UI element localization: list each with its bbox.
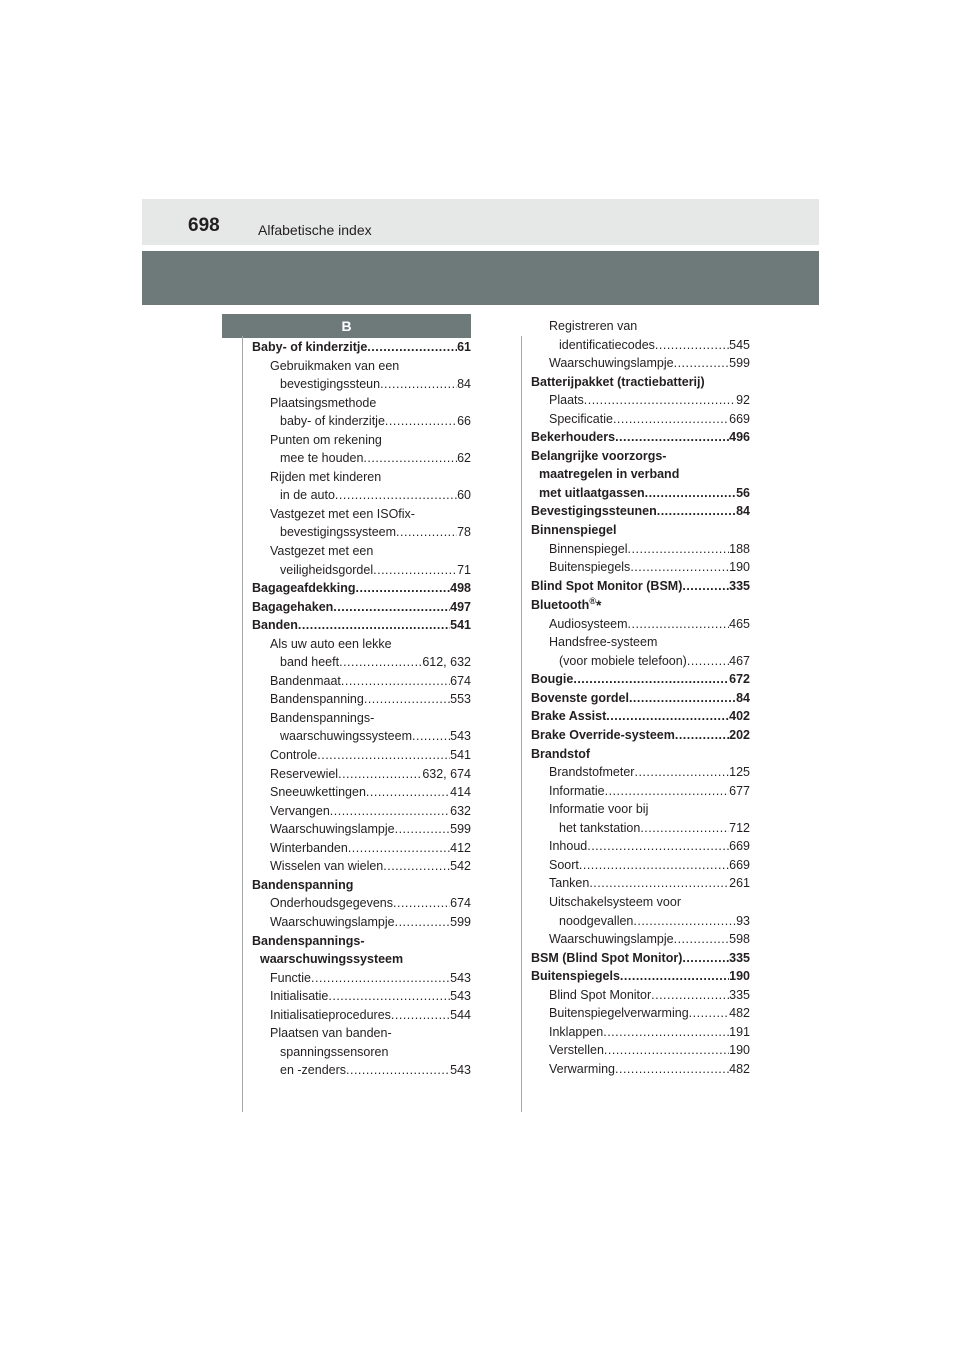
title-band: [142, 251, 819, 305]
page-number: 698: [188, 215, 220, 236]
index-entry: [252, 449, 471, 468]
index-entry-label: Sneeuwkettingen: [270, 785, 366, 800]
dot-leader: [366, 783, 450, 802]
dot-leader: [341, 672, 450, 691]
index-entry-label: Waarschuwingslampje: [270, 914, 395, 929]
dot-leader: [373, 561, 457, 580]
index-entry: [531, 595, 750, 615]
dot-leader: [674, 354, 730, 373]
dot-leader: [587, 837, 729, 856]
index-entry-page: 632: [450, 803, 471, 818]
dot-leader: [651, 986, 729, 1005]
index-entry: [252, 653, 471, 672]
index-entry: [531, 521, 750, 540]
index-entry: [252, 894, 471, 913]
column-divider-right: [521, 336, 522, 1112]
index-entry: [252, 690, 471, 709]
dot-leader: [603, 1023, 729, 1042]
index-entry-label: Functie: [270, 970, 311, 985]
index-entry-page: 61: [457, 340, 471, 354]
index-entry-label: Brandstofmeter: [549, 765, 635, 780]
dot-leader: [674, 930, 730, 949]
index-entry: [531, 484, 750, 503]
index-entry: [252, 542, 471, 561]
index-entry-page: 612, 632: [422, 655, 471, 670]
index-column-left: [252, 338, 471, 1080]
index-entry: [252, 598, 471, 617]
index-entry: [531, 986, 750, 1005]
index-entry-page: 677: [729, 783, 750, 798]
index-entry-page: 669: [729, 857, 750, 872]
index-entry-page: 497: [450, 599, 471, 614]
index-entry-label: Waarschuwingslampje: [549, 932, 674, 947]
index-entry-page: 543: [450, 729, 471, 744]
dot-leader: [628, 615, 730, 634]
index-entry-page: 712: [729, 820, 750, 835]
index-entry-page: 261: [729, 876, 750, 891]
index-entry-label: band heeft: [280, 655, 340, 670]
index-entry-page: 465: [729, 616, 750, 631]
dot-leader: [396, 523, 457, 542]
index-entry-label: Belangrijke voorzorgs-: [531, 448, 667, 463]
dot-leader: [346, 1061, 450, 1080]
index-entry: [252, 468, 471, 487]
index-entry-label: Specificatie: [549, 411, 613, 426]
index-entry-label: en -zenders: [280, 1063, 347, 1078]
index-entry: [252, 357, 471, 376]
index-entry-label: Vastgezet met een ISOfix-: [270, 506, 415, 521]
dot-leader: [628, 540, 730, 559]
dot-leader: [613, 410, 729, 429]
index-entry-page: 543: [450, 1063, 471, 1078]
index-entry-page: 84: [736, 690, 750, 705]
index-entry-label: Audiosysteem: [549, 616, 628, 631]
index-entry: [531, 893, 750, 912]
registered-mark: ®: [589, 596, 596, 607]
index-entry-page: 56: [736, 485, 750, 500]
index-entry-label: BSM (Blind Spot Monitor): [531, 950, 683, 965]
dot-leader: [385, 412, 457, 431]
index-entry-page: 498: [450, 581, 471, 596]
index-entry: [252, 876, 471, 895]
dot-leader: [573, 670, 729, 689]
index-entry-page: 543: [450, 989, 471, 1004]
dot-leader: [298, 616, 450, 635]
index-entry-label: (voor mobiele telefoon): [559, 653, 687, 668]
index-entry-label: Inklappen: [549, 1024, 604, 1039]
index-entry-page: 632, 674: [422, 766, 471, 781]
index-entry-page: 190: [729, 969, 750, 984]
index-entry-label: Informatie voor bij: [549, 802, 649, 817]
index-entry: [252, 1006, 471, 1025]
index-entry-page: 482: [729, 1061, 750, 1076]
index-entry-label: Blind Spot Monitor (BSM): [531, 578, 683, 593]
index-entry-label: bevestigingssteun: [280, 377, 381, 392]
index-entry-label: Bandenspanning: [252, 877, 354, 892]
index-entry-page: 669: [729, 411, 750, 426]
dot-leader: [339, 653, 422, 672]
index-entry: [531, 1004, 750, 1023]
index-entry-label: Bagageafdekking: [252, 581, 356, 596]
index-entry-page: 125: [729, 765, 750, 780]
index-entry: [531, 1041, 750, 1060]
index-entry-label: Blind Spot Monitor: [549, 987, 652, 1002]
index-entry: [252, 765, 471, 784]
dot-leader: [604, 1041, 729, 1060]
index-entry: [531, 652, 750, 671]
index-entry-label: Waarschuwingslampje: [270, 822, 395, 837]
index-entry-label: baby- of kinderzitje: [280, 414, 385, 429]
index-entry-label: Bandenmaat: [270, 673, 341, 688]
index-entry-page: 93: [736, 913, 750, 928]
index-entry-label: Uitschakelsysteem voor: [549, 894, 681, 909]
index-entry-label: Als uw auto een lekke: [270, 636, 392, 651]
index-entry: [252, 616, 471, 635]
index-entry-page: 402: [729, 709, 750, 724]
index-entry: [252, 375, 471, 394]
index-entry-label: Binnenspiegel: [549, 541, 628, 556]
index-entry: [252, 932, 471, 951]
dot-leader: [328, 987, 450, 1006]
dot-leader: [634, 763, 729, 782]
index-entry: [531, 317, 750, 336]
index-entry-label: waarschuwingssysteem: [280, 729, 412, 744]
dot-leader: [333, 598, 450, 617]
index-entry: [531, 837, 750, 856]
index-entry-label: maatregelen in verband: [539, 467, 680, 482]
index-entry: [531, 540, 750, 559]
index-entry-label: Rijden met kinderen: [270, 469, 382, 484]
index-entry-page: 84: [457, 377, 471, 392]
index-entry-label: Onderhoudsgegevens: [270, 896, 394, 911]
index-entry-page: 669: [729, 839, 750, 854]
index-entry: [252, 802, 471, 821]
dot-leader: [335, 486, 457, 505]
index-entry-page: 542: [450, 859, 471, 874]
index-entry-page: 92: [736, 393, 750, 408]
index-entry: [252, 783, 471, 802]
index-entry: [531, 465, 750, 484]
index-entry-page: 202: [729, 728, 750, 743]
index-entry-label: Baby- of kinderzitje: [252, 340, 368, 354]
index-entry-label: Bevestigingssteunen: [531, 504, 657, 519]
dot-leader: [675, 726, 729, 745]
index-entry-label: Buitenspiegelverwarming: [549, 1006, 689, 1021]
index-column-right: [531, 317, 750, 1078]
dot-leader: [338, 765, 422, 784]
index-entry-label: Controle: [270, 748, 318, 763]
index-entry-page: 674: [450, 896, 471, 911]
index-entry-label: waarschuwingssysteem: [260, 952, 404, 967]
index-entry: [531, 782, 750, 801]
index-entry-page: 541: [450, 618, 471, 633]
dot-leader: [317, 746, 450, 765]
index-entry: [531, 615, 750, 634]
index-entry-label: Informatie: [549, 783, 605, 798]
index-entry-label: Bluetooth: [531, 598, 590, 613]
index-entry-label: mee te houden: [280, 451, 364, 466]
index-entry: [531, 707, 750, 726]
index-entry: [531, 689, 750, 708]
index-entry-label: Plaatsingsmethode: [270, 395, 377, 410]
index-entry-page: 335: [729, 578, 750, 593]
index-entry-label: Reservewiel: [270, 766, 339, 781]
index-entry-label: Bougie: [531, 672, 574, 687]
index-entry-page: 60: [457, 488, 471, 503]
dot-leader: [630, 558, 729, 577]
dot-leader: [363, 449, 457, 468]
index-entry-page: 674: [450, 673, 471, 688]
dot-leader: [356, 579, 451, 598]
index-entry: [252, 561, 471, 580]
index-entry-label: Bekerhouders: [531, 430, 616, 445]
index-entry-label: Handsfree-systeem: [549, 635, 658, 650]
index-entry-page: 335: [729, 987, 750, 1002]
dot-leader: [412, 727, 450, 746]
index-entry: [252, 969, 471, 988]
index-entry-page: 672: [729, 672, 750, 687]
index-entry: [531, 577, 750, 596]
index-entry-page: 467: [729, 653, 750, 668]
dot-leader: [348, 839, 450, 858]
index-entry: [252, 709, 471, 728]
index-entry-page: 414: [450, 785, 471, 800]
index-entry-label: in de auto: [280, 488, 335, 503]
index-entry-label: Batterijpakket (tractiebatterij): [531, 374, 705, 389]
dot-leader: [687, 652, 729, 671]
index-entry: [252, 857, 471, 876]
index-entry-label: Brake Override-systeem: [531, 728, 675, 743]
index-entry: [252, 987, 471, 1006]
index-entry-label: Winterbanden: [270, 840, 348, 855]
index-entry-label: Binnenspiegel: [531, 523, 617, 538]
index-entry-label: Buitenspiegels: [531, 969, 620, 984]
index-entry: [531, 410, 750, 429]
index-entry-label: Inhoud: [549, 839, 588, 854]
index-entry-label: met uitlaatgassen: [539, 485, 645, 500]
index-entry-label: Vervangen: [270, 803, 330, 818]
dot-leader: [655, 336, 729, 355]
index-entry-page: 599: [450, 914, 471, 929]
section-title: Alfabetische index: [258, 222, 372, 238]
index-entry: [531, 949, 750, 968]
index-entry: [531, 726, 750, 745]
index-entry: [531, 800, 750, 819]
index-entry-label: Bandenspannings-: [270, 710, 375, 725]
index-entry-page: 544: [450, 1007, 471, 1022]
index-entry-page: 191: [729, 1024, 750, 1039]
index-entry-label: Initialisatieprocedures: [270, 1007, 391, 1022]
dot-leader: [579, 856, 729, 875]
index-entry: [531, 391, 750, 410]
index-entry: [252, 394, 471, 413]
column-divider-left: [242, 336, 243, 1112]
index-entry: [252, 820, 471, 839]
dot-leader: [629, 689, 736, 708]
index-entry: [252, 727, 471, 746]
index-entry: [531, 967, 750, 986]
index-entry-label: Brandstof: [531, 746, 591, 761]
index-entry: [531, 670, 750, 689]
dot-leader: [640, 819, 729, 838]
index-entry-label: Plaatsen van banden-: [270, 1026, 392, 1041]
index-entry: [531, 336, 750, 355]
index-entry: [252, 412, 471, 431]
index-entry-label: Buitenspiegels: [549, 560, 631, 575]
dot-leader: [682, 577, 729, 596]
index-entry: [252, 950, 471, 969]
index-entry-label: Verstellen: [549, 1043, 604, 1058]
footnote-star: *: [595, 597, 602, 614]
index-entry: [531, 912, 750, 931]
index-entry: [531, 633, 750, 652]
index-entry: [252, 505, 471, 524]
index-entry: [531, 874, 750, 893]
header-bar: [142, 199, 819, 245]
index-entry-page: 496: [729, 430, 750, 445]
index-entry-page: 66: [457, 414, 471, 429]
dot-leader: [330, 802, 450, 821]
index-entry-label: Brake Assist: [531, 709, 607, 724]
dot-leader: [584, 391, 736, 410]
dot-leader: [364, 690, 450, 709]
dot-leader: [682, 949, 729, 968]
index-entry-label: veiligheidsgordel: [280, 562, 374, 577]
index-entry-label: het tankstation: [559, 820, 641, 835]
index-entry-label: Bovenste gordel: [531, 690, 629, 705]
index-entry-page: 78: [457, 525, 471, 540]
index-entry: [252, 486, 471, 505]
index-entry-label: Initialisatie: [270, 989, 329, 1004]
dot-leader: [395, 913, 451, 932]
dot-leader: [393, 894, 450, 913]
index-entry: [531, 856, 750, 875]
index-entry: [252, 635, 471, 654]
index-entry-label: spanningssensoren: [280, 1044, 389, 1059]
index-entry: [252, 913, 471, 932]
index-entry-page: 545: [729, 337, 750, 352]
index-entry-label: identificatiecodes: [559, 337, 655, 352]
index-entry-label: Waarschuwingslampje: [549, 356, 674, 371]
dot-leader: [383, 857, 450, 876]
index-entry: [252, 338, 471, 357]
index-entry: [252, 1043, 471, 1062]
dot-leader: [689, 1004, 729, 1023]
index-entry: [252, 431, 471, 450]
index-entry-page: 190: [729, 1043, 750, 1058]
index-entry: [252, 523, 471, 542]
dot-leader: [367, 338, 457, 357]
index-entry-page: 190: [729, 560, 750, 575]
dot-leader: [657, 502, 736, 521]
index-entry: [531, 819, 750, 838]
dot-leader: [380, 375, 457, 394]
index-entry: [531, 1060, 750, 1079]
index-entry-page: 412: [450, 840, 471, 855]
index-entry-page: 188: [729, 541, 750, 556]
index-entry-label: Bandenspannings-: [252, 933, 365, 948]
dot-leader: [311, 969, 450, 988]
index-entry: [531, 763, 750, 782]
index-entry: [252, 746, 471, 765]
index-entry-page: 62: [457, 451, 471, 466]
dot-leader: [391, 1006, 450, 1025]
index-entry: [531, 502, 750, 521]
index-entry: [252, 839, 471, 858]
index-entry: [531, 373, 750, 392]
dot-leader: [633, 912, 736, 931]
index-entry-label: noodgevallen: [559, 913, 634, 928]
index-entry-page: 71: [457, 562, 471, 577]
index-entry-page: 599: [450, 822, 471, 837]
index-entry-page: 482: [729, 1006, 750, 1021]
index-entry-label: Registreren van: [549, 319, 638, 333]
index-entry-page: 543: [450, 970, 471, 985]
dot-leader: [606, 707, 729, 726]
index-entry: [531, 1023, 750, 1042]
index-entry-label: Bagagehaken: [252, 599, 334, 614]
index-entry-label: Plaats: [549, 393, 584, 408]
index-entry-label: Vastgezet met een: [270, 544, 374, 559]
index-entry: [252, 1061, 471, 1080]
index-entry-page: 84: [736, 504, 750, 519]
index-entry-label: Bandenspanning: [270, 692, 364, 707]
dot-leader: [395, 820, 451, 839]
index-entry: [531, 745, 750, 764]
index-entry-page: 541: [450, 748, 471, 763]
index-entry-page: 553: [450, 692, 471, 707]
index-entry-label: Punten om rekening: [270, 432, 382, 447]
index-letter-header: B: [222, 314, 471, 338]
index-entry: [531, 428, 750, 447]
dot-leader: [615, 1060, 729, 1079]
index-entry: [531, 558, 750, 577]
index-entry: [531, 930, 750, 949]
index-entry-page: 335: [729, 950, 750, 965]
dot-leader: [605, 782, 730, 801]
index-entry-page: 598: [729, 932, 750, 947]
index-entry: [531, 354, 750, 373]
index-entry-label: bevestigingssysteem: [280, 525, 397, 540]
dot-leader: [645, 484, 737, 503]
index-entry-label: Soort: [549, 857, 579, 872]
index-entry: [252, 1024, 471, 1043]
dot-leader: [620, 967, 729, 986]
index-entry-label: Wisselen van wielen: [270, 859, 384, 874]
index-entry-label: Banden: [252, 618, 298, 633]
index-entry: [252, 579, 471, 598]
dot-leader: [615, 428, 729, 447]
index-entry-label: Verwarming: [549, 1061, 615, 1076]
index-entry-page: 599: [729, 356, 750, 371]
index-entry-label: Tanken: [549, 876, 590, 891]
index-entry-label: Gebruikmaken van een: [270, 358, 400, 373]
index-entry: [531, 447, 750, 466]
index-entry: [252, 672, 471, 691]
dot-leader: [589, 874, 729, 893]
